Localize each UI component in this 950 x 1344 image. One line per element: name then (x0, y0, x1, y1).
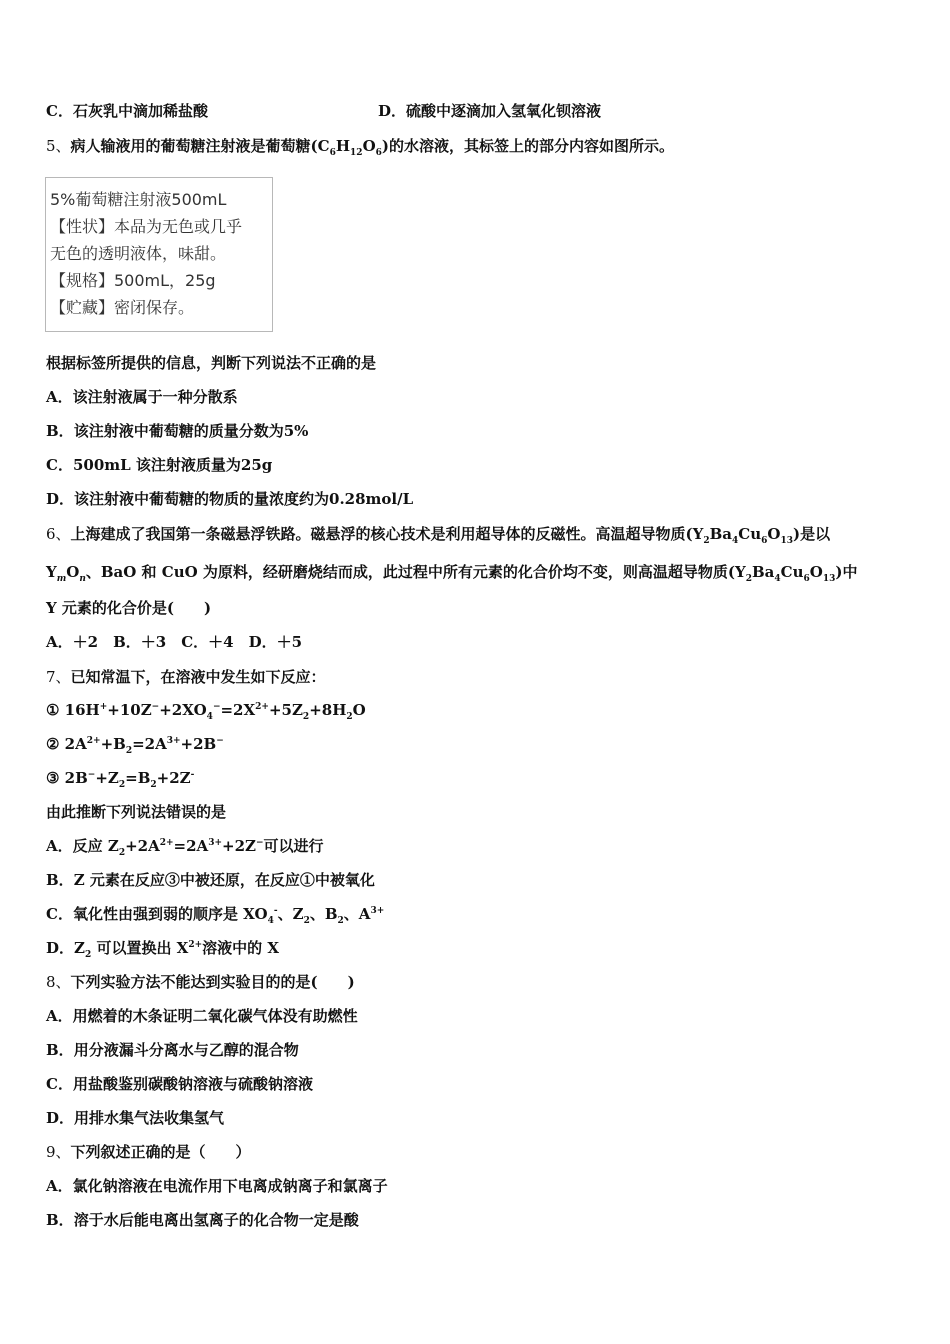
q7-reaction-1: ① $16H^++10Z^-+2XO_4^-=2X^{2+}+5Z_2+8H_2O$ (46, 701, 366, 722)
q6-stem-line2: $Y_mO_n$、BaO 和 CuO 为原料，经研磨烧结而成，此过程中所有元素的化合价均不变，则高温超导物质$(Y_2Ba_4Cu_6O_{13})$中 (46, 563, 858, 584)
q7-reaction-2: ② $2A^{2+}+B_2=2A^{3+}+2B^-$ (46, 735, 224, 756)
glucose-label-image (45, 177, 273, 332)
q8-stem: 8、下列实验方法不能达到实验目的的是( ) (46, 973, 355, 991)
q4-option-c (46, 101, 208, 121)
q7-stem: 7、已知常温下，在溶液中发生如下反应： (46, 668, 326, 686)
q5-option-b: B．该注射液中葡萄糖的质量分数为5% (46, 422, 309, 440)
q9-stem: 9、下列叙述正确的是（ ） (46, 1143, 251, 1161)
option-text: 硫酸中逐滴加入氢氧化钡溶液 (406, 102, 602, 120)
question-number: 5、 (46, 137, 71, 155)
q8-option-d: D．用排水集气法收集氢气 (46, 1109, 225, 1127)
q5-stem: 5、病人输液用的葡萄糖注射液是葡萄糖$(C_6H_{12}O_6)$的水溶液，其标签上的部分内容如图所示。 (46, 137, 675, 158)
q7-reaction-3: ③ $2B^-+Z_2=B_2+2Z^-$ (46, 769, 195, 790)
q5-prompt: 根据标签所提供的信息，判断下列说法不正确的是 (46, 354, 377, 372)
label-line: 5%葡萄糖注射液500mL (50, 190, 227, 209)
q6-stem-line1: 6、上海建成了我国第一条磁悬浮铁路。磁悬浮的核心技术是利用超导体的反磁性。高温超导物质$(Y_2Ba_4Cu_6O_{13})$是以 (46, 525, 831, 546)
q7-option-c: C．氧化性由强到弱的顺序是 $XO_4^-$、$Z_2$、$B_2$、$A^{3+}$ (46, 905, 385, 926)
q9-option-b: B．溶于水后能电离出氢离子的化合物一定是酸 (46, 1211, 359, 1229)
q5-option-d: D．该注射液中葡萄糖的物质的量浓度约为0.28mol/L (46, 490, 414, 508)
label-line: 【性状】本品为无色或几乎 (50, 217, 243, 236)
question-number: 9、 (46, 1143, 71, 1161)
label-line: 【贮藏】密闭保存。 (50, 298, 195, 317)
q7-option-a: A．反应 $Z_2+2A^{2+}=2A^{3+}+2Z^-$可以进行 (46, 837, 324, 858)
label-line: 【规格】500mL，25g (50, 271, 216, 290)
option-letter: D． (378, 102, 407, 120)
q6-stem-line3: Y 元素的化合价是( ) (46, 599, 212, 617)
q9-option-a: A．氯化钠溶液在电流作用下电离成钠离子和氯离子 (46, 1177, 388, 1195)
q4-option-d (378, 101, 601, 121)
q8-option-b: B．用分液漏斗分离水与乙醇的混合物 (46, 1041, 299, 1059)
q8-option-c: C．用盐酸鉴别碳酸钠溶液与硫酸钠溶液 (46, 1075, 313, 1093)
q8-option-a: A．用燃着的木条证明二氧化碳气体没有助燃性 (46, 1007, 358, 1025)
q5-option-c: C．500mL 该注射液质量为25g (46, 456, 273, 474)
option-letter: C． (46, 102, 73, 120)
q5-option-a: A．该注射液属于一种分散系 (46, 388, 238, 406)
question-number: 8、 (46, 973, 71, 991)
label-line: 无色的透明液体，味甜。 (50, 244, 227, 263)
question-number: 7、 (46, 668, 71, 686)
question-number: 6、 (46, 525, 71, 543)
q6-options: A．＋2 B．＋3 C．＋4 D．＋5 (46, 633, 303, 651)
option-text: 石灰乳中滴加稀盐酸 (72, 102, 208, 120)
q7-option-b: B．Z 元素在反应③中被还原，在反应①中被氧化 (46, 871, 375, 889)
q7-option-d: D．$Z_2$ 可以置换出 $X^{2+}$溶液中的 X (46, 939, 280, 960)
q7-prompt: 由此推断下列说法错误的是 (46, 803, 227, 821)
